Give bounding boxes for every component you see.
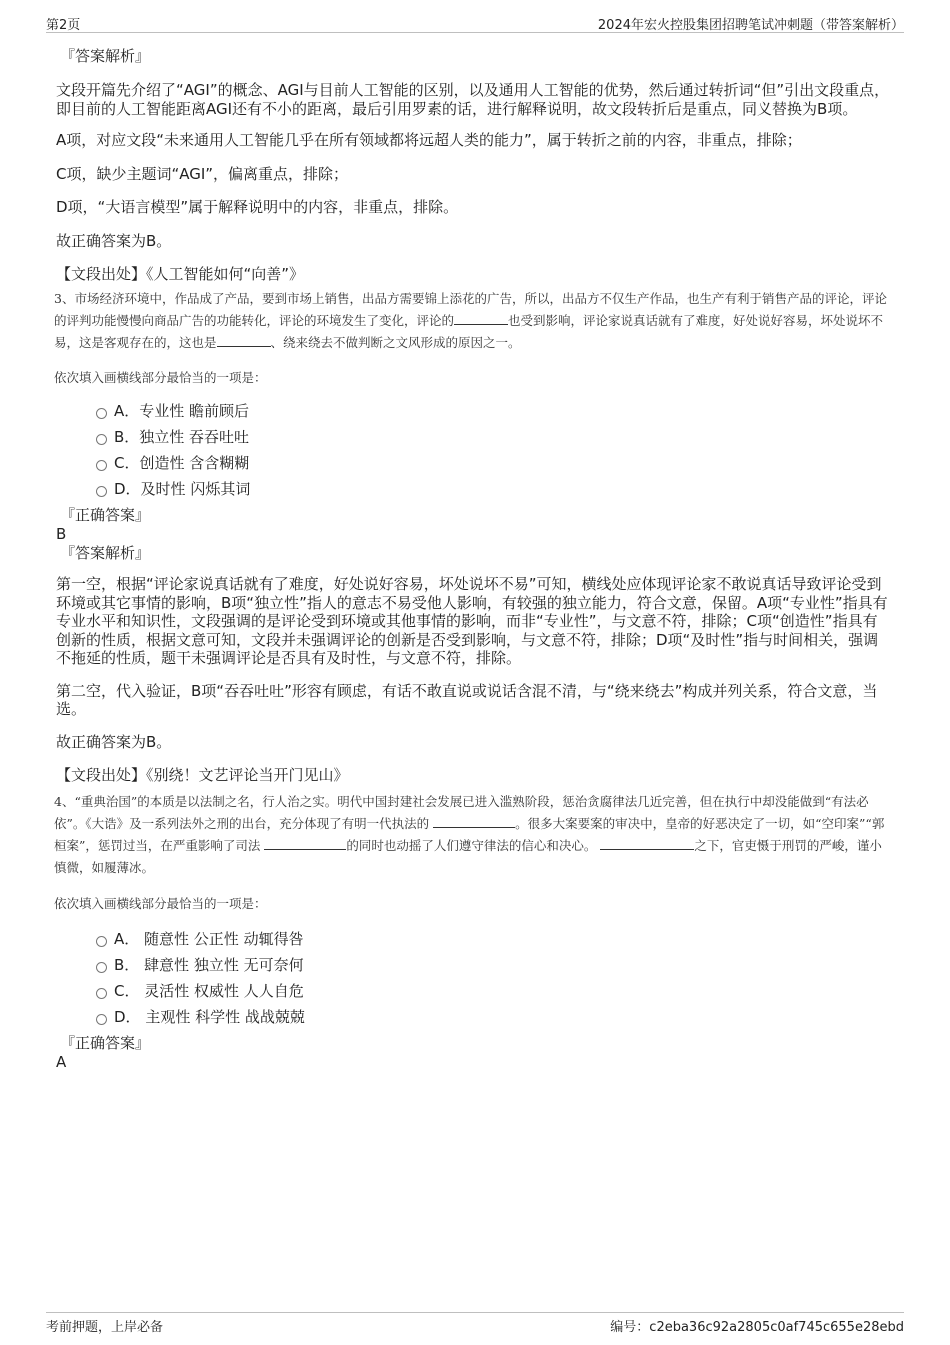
correct-answer: A [56,1053,67,1071]
analysis-conclusion: 故正确答案为B。 [56,231,172,250]
options-list [56,401,892,505]
blank-line [600,837,694,850]
question-prompt: 依次填入画横线部分最恰当的一项是： [54,370,267,385]
footer-slogan: 考前押题，上岸必备 [46,1320,164,1335]
passage-source: 【文段出处】《人工智能如何“向善”》 [56,265,305,283]
radio-icon[interactable] [96,988,107,999]
answer-label: 『正确答案』 [60,1034,151,1052]
option-b[interactable]: B． 肆意性 独立性 无可奈何 [56,955,892,981]
option-a[interactable]: A． 随意性 公正性 动辄得咎 [56,929,892,955]
analysis-label: 『答案解析』 [60,544,151,562]
radio-icon[interactable] [96,1014,107,1025]
analysis-label: 『答案解析』 [60,47,151,65]
answer-label: 『正确答案』 [60,506,151,524]
radio-icon[interactable] [96,486,107,497]
radio-icon[interactable] [96,962,107,973]
option-a[interactable]: A．专业性 瞻前顾后 [56,401,892,427]
option-b[interactable]: B．独立性 吞吞吐吐 [56,427,892,453]
option-d[interactable]: D．及时性 闪烁其词 [56,479,892,505]
page-header [46,14,904,33]
blank-line [217,334,271,347]
analysis-paragraph: D项，“大语言模型”属于解释说明中的内容，非重点，排除。 [56,198,459,216]
document-code: 编号：c2eba36c92a2805c0af745c655e28ebd [610,1320,904,1335]
question-stem: 3、市场经济环境中，作品成了产品，要到市场上销售，出品方需要锦上添花的广告，所以，出品方不仅生产作品，也生产有利于销售产品的评论，评论的评判功能慢慢向商品广告的功能转化，评论的环境发生了变化，评论的 也受到影响，评论家说真话就有了难度，好处说好容易，坏处说坏不易，这是客观存在的，这也是 、绕来绕去不做判断之文风形成的原因之一。 [54,291,887,350]
analysis-paragraph: A项，对应文段“未来通用人工智能几乎在所有领域都将远超人类的能力”，属于转折之前的内容，非重点，排除； [56,131,802,149]
blank-line [454,312,508,325]
document-title: 2024年宏火控股集团招聘笔试冲刺题（带答案解析） [597,18,904,33]
analysis-paragraph: 第二空，代入验证，B项“吞吞吐吐”形容有顾虑，有话不敢直说或说话含混不清，与“绕来绕去”构成并列关系，符合文意，当选。 [56,681,878,718]
blank-line [264,837,346,850]
analysis-conclusion: 故正确答案为B。 [56,732,172,751]
option-d[interactable]: D． 主观性 科学性 战战兢兢 [56,1007,892,1033]
radio-icon[interactable] [96,460,107,471]
page-number: 第2页 [46,18,81,33]
radio-icon[interactable] [96,936,107,947]
page-content [56,46,892,1071]
blank-line [433,815,515,828]
analysis-paragraph: 文段开篇先介绍了“AGI”的概念、AGI与目前人工智能的区别，以及通用人工智能的优势，然后通过转折词“但”引出文段重点，即目前的人工智能距离AGI还有不小的距离，最后引用罗素的话，进行解释说明，故文段转折后是重点，同义替换为B项。 [56,81,890,118]
options-list [56,929,892,1033]
correct-answer: B [56,525,67,543]
radio-icon[interactable] [96,408,107,419]
passage-source: 【文段出处】《别绕！文艺评论当开门见山》 [56,766,349,784]
question-prompt: 依次填入画横线部分最恰当的一项是： [54,896,267,911]
question-stem: 4、“重典治国”的本质是以法制之名，行人治之实。明代中国封建社会发展已进入滥熟阶段，惩治贪腐律法几近完善，但在执行中却没能做到“有法必依”。《大诰》及一系列法外之刑的出台，充分体现了有明一代执法的 。很多大案要案的审决中，皇帝的好恶决定了一切，如“空印案”“郭桓案”，惩罚过当，在严重影响了司法 的同时也动摇了人们遵守律法的信心和决心。 之下，官吏慑于刑罚的严峻，谨小慎微，如履薄冰。 [54,794,885,875]
option-c[interactable]: C． 灵活性 权威性 人人自危 [56,981,892,1007]
analysis-paragraph: C项，缺少主题词“AGI”，偏离重点，排除； [56,164,349,183]
option-c[interactable]: C．创造性 含含糊糊 [56,453,892,479]
page-footer [46,1312,904,1335]
radio-icon[interactable] [96,434,107,445]
analysis-paragraph: 第一空，根据“评论家说真话就有了难度，好处说好容易，坏处说坏不易”可知，横线处应体现评论家不敢说真话导致评论受到环境或其它事情的影响，B项“独立性”指人的意志不易受他人影响，有较强的独立能力，符合文意，保留。A项“专业性”指具有专业水平和知识性，文段强调的是评论受到环境或其他事情的影响，而非“专业性”，与文意不符，排除；C项“创造性”指具有创新的性质，根据文意可知，文段并未强调评论的创新是否受到影响，与文意不符，排除；D项“及时性”指与时间相关，强调不拖延的性质，题干未强调评论是否具有及时性，与文意不符，排除。 [56,575,888,667]
